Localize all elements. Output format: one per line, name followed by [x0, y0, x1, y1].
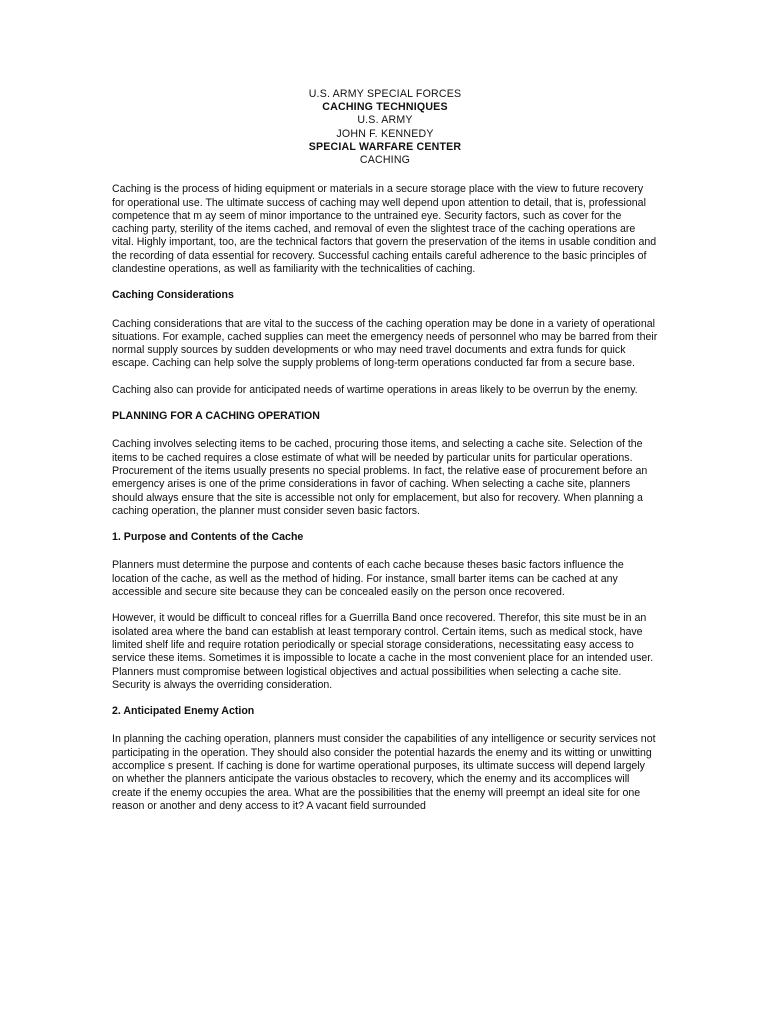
title-line: CACHING TECHNIQUES — [322, 101, 448, 114]
title-line: U.S. ARMY — [357, 114, 413, 127]
title-line: CACHING — [359, 154, 411, 167]
section-heading: 2. Anticipated Enemy Action — [112, 705, 255, 718]
paragraph: Caching also can provide for anticipated needs of wartime operations in areas likely to be overrun by the enemy. — [112, 383, 638, 396]
title-line: JOHN F. KENNEDY — [336, 127, 434, 140]
paragraph: In planning the caching operation, planners must consider the capabilities of any intelligence or security services not participating in the operation. They should also consider the potential hazards the enemy and its witting or unwitting accomplice s present. If caching is done for wartime operational purposes, its ultimate success will depend largely on whether the planners anticipate the various obstacles to recovery, which the enemy and its accomplices will create if the enemy occupies the area. What are the possibilities that the enemy will preempt an ideal site for one reason or another and deny access to it? A vacant field surrounded — [112, 733, 656, 812]
section-heading: Caching Considerations — [112, 289, 234, 302]
intro-paragraph: Caching is the process of hiding equipment or materials in a secure storage place with the view to future recovery for operational use. The ultimate success of caching may well depend upon attention to detail, that is, professional competence that m ay seem of minor importance to the untrained eye. Security factors, such as cover for the caching party, sterility of the items cached, and removal of even the slightest trace of the caching operations are vital. Highly important, too, are the technical factors that govern the preservation of the items in usable condition and the recording of data essential for recovery. Successful caching entails careful adherence to the basic principles of clandestine operations, as well as familiarity with the technicalities of caching. — [112, 183, 657, 275]
title-line: SPECIAL WARFARE CENTER — [308, 140, 462, 153]
paragraph: Planners must determine the purpose and contents of each cache because theses basic factors influence the location of the cache, as well as the method of hiding. For instance, small barter items can be cached at any accessible and secure site because they can be concealed easily on the person once recovered. — [112, 559, 624, 599]
title-block — [112, 88, 658, 167]
title-line: U.S. ARMY SPECIAL FORCES — [308, 88, 462, 100]
paragraph: However, it would be difficult to conceal rifles for a Guerrilla Band once recovered. Therefor, this site must be in an isolated area where the band can establish at least temporary control. Certain items, such as medical stock, have limited shelf life and require rotation periodically or special storage considerations, necessitating easy access to service these items. Sometimes it is impossible to locate a cache in the most convenient place for an intended user. Planners must compromise between logistical objectives and actual possibilities when selecting a cache site. Security is always the overriding consideration. — [112, 612, 654, 691]
section-heading: PLANNING FOR A CACHING OPERATION — [112, 410, 320, 423]
section-heading: 1. Purpose and Contents of the Cache — [112, 531, 304, 544]
document-page — [112, 88, 658, 826]
paragraph: Caching involves selecting items to be cached, procuring those items, and selecting a cache site. Selection of the items to be cached requires a close estimate of what will be needed by particular units for particular operations. Procurement of the items usually presents no special problems. In fact, the relative ease of procurement before an emergency arises is one of the prime considerations in favor of caching. When selecting a cache site, planners should always ensure that the site is accessible not only for emplacement, but also for recovery. When planning a caching operation, the planner must consider seven basic factors. — [112, 438, 648, 517]
paragraph: Caching considerations that are vital to the success of the caching operation may be done in a variety of operational situations. For example, cached supplies can meet the emergency needs of personnel who may be barred from their normal supply sources by sudden developments or who may need travel documents and extra funds for quick escape. Caching can help solve the supply problems of long-term operations conducted far from a secure base. — [112, 317, 658, 370]
